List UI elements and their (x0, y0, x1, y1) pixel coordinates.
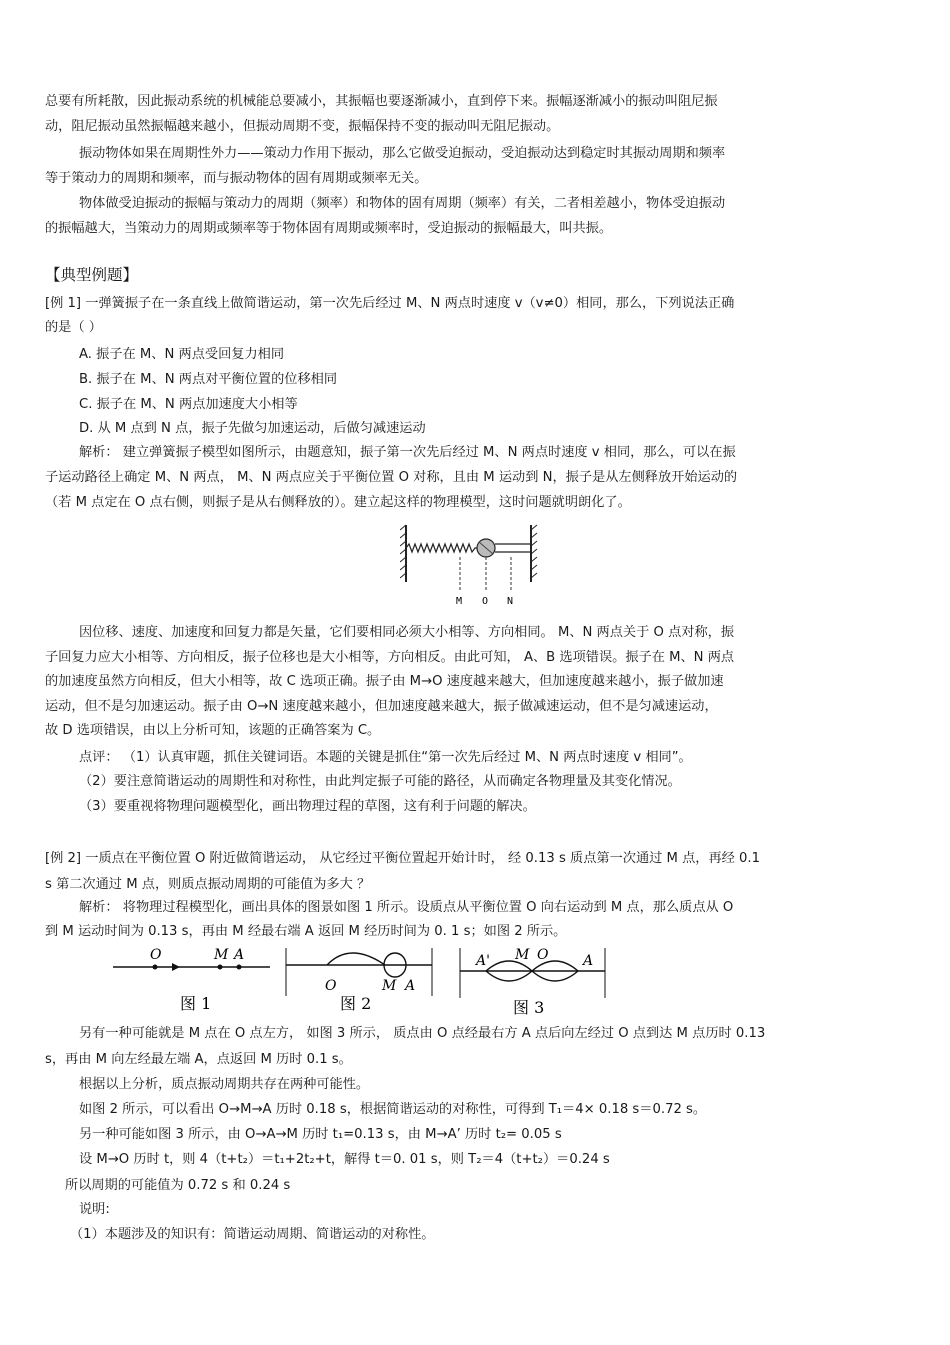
example2-calc: 设 M→O 历时 t，则 4（t+t₂）＝t₁+2t₂+t，解得 t＝0. 01 s，则 T₂＝4（t+t₂）＝0.24 s (79, 1152, 610, 1167)
example1-analysis: （若 M 点定在 O 点右侧，则振子是从右侧释放的）。建立起这样的物理模型，这时问题就明朗化了。 (45, 495, 631, 510)
fig2-label-a: A (405, 978, 416, 994)
example2-body: s，再由 M 向左经最左端 A，点返回 M 历时 0.1 s。 (45, 1052, 352, 1067)
intro-line: 物体做受迫振动的振幅与策动力的周期（频率）和物体的固有周期（频率）有关，二者相差越小，物体受迫振动 (79, 196, 726, 211)
figure-2 (285, 943, 435, 1015)
intro-line: 的振幅越大，当策动力的周期或频率等于物体固有周期或频率时，受迫振动的振幅最大，叫共振。 (45, 221, 613, 236)
fig1-caption: 图 1 (180, 994, 212, 1013)
example2-question: s 第二次通过 M 点，则质点振动周期的可能值为多大 ？ (45, 877, 371, 892)
fig3-label-a: A (583, 953, 594, 969)
intro-line: 振动物体如果在周期性外力——策动力作用下振动，那么它做受迫振动，受迫振动达到稳定时其振动周期和频率 (79, 146, 726, 161)
fig3-caption: 图 3 (513, 998, 545, 1015)
fig2-label-o: O (325, 978, 337, 994)
example2-analysis: 解析： 将物理过程模型化，画出具体的图景如图 1 所示。设质点从平衡位置 O 向右运动到 M 点，那么质点从 O (79, 900, 734, 915)
fig1-label-o: O (150, 947, 162, 963)
example1-body: 运动，但不是匀加速运动。振子由 O→N 速度越来越小，但加速度越来越大，振子做减速运动，但不是匀减速运动， (45, 699, 718, 714)
fig2-caption: 图 2 (340, 994, 372, 1013)
example1-comment: （3）要重视将物理问题模型化，画出物理过程的草图，这有利于问题的解决。 (79, 799, 536, 814)
intro-line: 动，阻尼振动虽然振幅越来越小，但振动周期不变，振幅保持不变的振动叫无阻尼振动。 (45, 119, 560, 134)
fig2-label-m: M (382, 978, 397, 994)
intro-line: 等于策动力的周期和频率，而与振动物体的固有周期或频率无关。 (45, 171, 428, 186)
option-c: C. 振子在 M、N 两点加速度大小相等 (79, 397, 298, 412)
option-d: D. 从 M 点到 N 点，振子先做匀加速运动，后做匀减速运动 (79, 421, 426, 436)
figure-1 (110, 943, 275, 1015)
example1-comment: （2）要注意简谐运动的周期性和对称性，由此判定振子可能的路径，从而确定各物理量及其变化情况。 (79, 774, 681, 789)
label-n: N (507, 596, 514, 607)
fig3-label-m: M (515, 947, 530, 963)
example2-calc: 另一种可能如图 3 所示，由 O→A→M 历时 t₁=0.13 s，由 M→A’ 历时 t₂= 0.05 s (79, 1127, 562, 1142)
fig1-label-m: M (214, 947, 229, 963)
spring-oscillator-figure (400, 520, 550, 610)
figure-3 (458, 943, 608, 1015)
example2-conclusion: 所以周期的可能值为 0.72 s 和 0.24 s (65, 1178, 291, 1193)
example2-question: [例 2] 一质点在平衡位置 O 附近做简谐运动， 从它经过平衡位置起开始计时， 经 0.13 s 质点第一次通过 M 点，再经 0.1 (45, 851, 761, 866)
example2-analysis: 到 M 运动时间为 0.13 s，再由 M 经最右端 A 返回 M 经历时间为 0. 1 s；如图 2 所示。 (45, 924, 567, 939)
fig1-label-a: A (234, 947, 245, 963)
example1-question: 的是（ ） (45, 320, 102, 335)
section-heading: 【典型例题】 (45, 266, 139, 284)
note-title: 说明: (79, 1202, 110, 1217)
example2-body: 根据以上分析，质点振动周期共存在两种可能性。 (79, 1077, 370, 1092)
example1-body: 子回复力应大小相等、方向相反，振子位移也是大小相等，方向相反。由此可知， A、B 选项错误。振子在 M、N 两点 (45, 650, 735, 665)
option-b: B. 振子在 M、N 两点对平衡位置的位移相同 (79, 372, 338, 387)
fig3-label-a-prime: A' (476, 953, 490, 969)
example1-body: 因位移、速度、加速度和回复力都是矢量，它们要相同必须大小相等、方向相同。 M、N 两点关于 O 点对称，振 (79, 625, 735, 640)
example1-analysis: 解析： 建立弹簧振子模型如图所示，由题意知，振子第一次先后经过 M、N 两点时速度 v 相同，那么，可以在振 (79, 445, 736, 460)
example2-calc: 如图 2 所示，可以看出 O→M→A 历时 0.18 s，根据简谐运动的对称性，可得到 T₁＝4× 0.18 s＝0.72 s。 (79, 1102, 707, 1117)
intro-line: 总要有所耗散，因此振动系统的机械能总要减小，其振幅也要逐渐减小，直到停下来。振幅逐渐减小的振动叫阻尼振 (45, 94, 718, 109)
example1-body: 的加速度虽然方向相反，但大小相等，故 C 选项正确。振子由 M→O 速度越来越大，但加速度越来越小，振子做加速 (45, 674, 724, 689)
example1-body: 故 D 选项错误，由以上分析可知，该题的正确答案为 C。 (45, 723, 381, 738)
note-item: （1）本题涉及的知识有：简谐运动周期、简谐运动的对称性。 (70, 1227, 435, 1242)
label-o: O (482, 596, 489, 607)
example1-question: [例 1] 一弹簧振子在一条直线上做简谐运动，第一次先后经过 M、N 两点时速度 v（v≠0）相同，那么，下列说法正确 (45, 296, 735, 311)
option-a: A. 振子在 M、N 两点受回复力相同 (79, 347, 285, 362)
label-m: M (456, 596, 463, 607)
example2-body: 另有一种可能就是 M 点在 O 点左方， 如图 3 所示， 质点由 O 点经最右方 A 点后向左经过 O 点到达 M 点历时 0.13 (79, 1026, 766, 1041)
fig3-label-o: O (537, 947, 549, 963)
example1-analysis: 子运动路径上确定 M、N 两点， M、N 两点应关于平衡位置 O 对称，且由 M 运动到 N，振子是从左侧释放开始运动的 (45, 470, 738, 485)
example1-comment: 点评： （1）认真审题，抓住关键词语。本题的关键是抓住“第一次先后经过 M、N 两点时速度 v 相同”。 (79, 750, 692, 765)
